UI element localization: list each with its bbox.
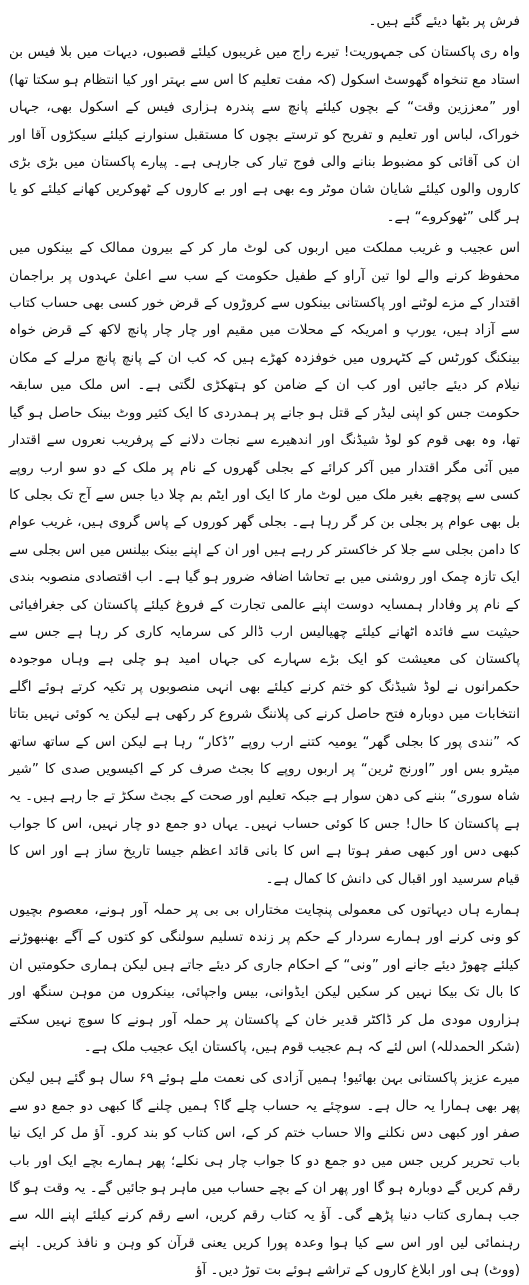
paragraph-village-panchayat: ہمارے ہاں دیہاتوں کی معمولی پنچایت مختاراں بی بی پر حملہ آور ہونے، معصوم بچیوں کو ونی کرنے اور ہمارے سردار کے حکم پر زندہ تسلیم سولنگی کو کتوں کے آگے بھنبھوڑنے کیلئے چھوڑ دیئے جانے اور ”ونی“ کے احکام جاری کر دیئے جاتے ہیں لیکن ہماری حکومتیں ان کا بال تک بیکا نہیں کر سکیں لیکن ایڈوانی، بیس واجپائی، بینکروں من موہن سنگھ اور ہزاروں مودی مل کر ڈاکٹر قدیر خان کے پاکستان پر حملہ آور ہونے کا سوچ نہیں سکتے (شکر الحمدللہ) اس لئے کہ ہم عجیب قوم ہیں، پاکستان ایک عجیب ملک ہے۔ xyxy=(9,902,520,1056)
paragraph-opening-line: فرش پر بٹھا دیئے گئے ہیں۔ xyxy=(368,13,520,29)
paragraph-democracy: واہ ری پاکستان کی جمہوریت! تیرے راج میں غریبوں کیلئے قصبوں، دیہات میں بلا فیس بن استاد مع تنخواہ گھوسٹ اسکول (کہ مفت تعلیم کا اس سے بہتر اور کیا انتظام ہو سکتا تھا) اور ”معززین وقت“ کے بچوں کیلئے پانچ سے پندرہ ہزاری فیس کے اسکول بھی، جہاں خوراک، لباس اور تعلیم و تفریح کو ترستے بچوں کا مستقبل سنوارنے کیلئے سیکڑوں آقا اور ان کی آقائی کو مضبوط بنانے والی فوج تیار کی جارہی ہے۔ پیارے پاکستان میں بڑی بڑی کاروں والوں کیلئے شایان شان موٹر وے بھی ہے اور بے کاروں کے ٹھوکریں کھانے کیلئے کو یا ہر گلی ”ٹھوکروے“ ہے۔ xyxy=(9,44,520,225)
paragraph-strange-state: اس عجیب و غریب مملکت میں اربوں کی لوٹ مار کر کے بیرون ممالک کے بینکوں میں محفوظ کرنے والے لوا تین آراو کے طفیل حکومت کے سب سے اعلیٰ عہدوں پر براجمان اقتدار کے مزے لوٹنے اور پاکستانی بینکوں سے کروڑوں کے قرض خور کسی بھی حساب کتاب سے آزاد ہیں، یورپ و امریکہ کے محلات میں مقیم اور چار چار پانچ لاکھ کے قرض خواہ بینکنگ کورٹس کے کٹہروں میں خوفزدہ کھڑے ہیں کہ کب ان کے پانچ پانچ مرلے کے مکان نیلام کر دیئے جائیں اور کب ان کے ضامن کو ہتھکڑی لگتی ہے۔ اس ملک میں سابقہ حکومت جس کو اپنی لیڈر کے قتل ہو جانے پر ہمدردی کا ایک کثیر ووٹ بینک حاصل ہو گیا تھا، وہ بھی قوم کو لوڈ شیڈنگ اور اندھیرے سے نجات دلانے کے پرفریب نعروں سے اقتدار میں آئی مگر اقتدار میں آکر کرائے کے بجلی گھروں کے نام پر ملک کے دو سو ارب روپے کسی سے پوچھے بغیر ملک میں لوٹ مار کا ایک اور ایٹم بم چلا دیا جس سے آج تک بجلی کا بل بھی عوام پر بجلی بن کر گر رہا ہے۔ بجلی گھر کوروں کے پاس گروی ہیں، غریب عوام کا دامن بجلی سے جلا کر خاکستر کر رہے ہیں اور ان کے اپنے بینک بیلنس میں اس بجلی سے ایک تازہ چمک اور روشنی میں بے تحاشا اضافہ ضرور ہو گیا ہے۔ اب اقتصادی منصوبہ بندی کے نام پر وفادار ہمسایہ دوست اپنے عالمی تجارت کے فروغ کیلئے پاکستان کی جغرافیائی حیثیت سے فائدہ اٹھانے کیلئے چھیالیس ارب ڈالر کی سرمایہ کاری کر رہا ہے جس سے پاکستان کی معیشت کو ایک بڑے سہارے کی جہاں امید ہو چلی ہے وہاں موجودہ حکمرانوں نے لوڈ شیڈنگ کو ختم کرنے کیلئے بھی انہی منصوبوں پر تکیہ کرتے ہوئے اگلے انتخابات میں دوبارہ فتح حاصل کرنے کی پلاننگ شروع کر رکھی ہے لیکن یہ کوئی نہیں بتاتا کہ ”نندی پور کا بجلی گھر“ یومیہ کتنے ارب روپے ”ڈکار“ رہا ہے لیکن اس کے ساتھ ساتھ میٹرو بس اور ”اورنج ٹرین“ پر اربوں روپے کا بجٹ صرف کر کے اکیسویں صدی کا ”شیر شاہ سوری“ بننے کی دھن سوار ہے جبکہ تعلیم اور صحت کے بجٹ سکڑ تے جا رہے ہیں۔ یہ ہے پاکستان کا حال! جس کا کوئی حساب نہیں۔ یہاں دو جمع دو چار نہیں، اس کا جواب کبھی دس اور کبھی صفر ہوتا ہے اس کا بانی قائد اعظم جیسا تاریخ ساز ہے اور اس کا قیام سرسید اور اقبال کی دانش کا کمال ہے۔ xyxy=(9,240,520,887)
paragraph-closing-appeal: میرے عزیز پاکستانی بہن بھائیو! ہمیں آزادی کی نعمت ملے ہوئے ۶۹ سال ہو گئے ہیں لیکن پھر بھی ہمارا یہ حال ہے۔ سوچئے یہ حساب چلے گا؟ ہمیں چلنے گا کبھی دو جمع دو سے صفر اور کبھی دس نکلنے والا حساب ختم کر کے، اس کتاب کو بند کرو۔ آؤ مل کر ایک نیا باب تحریر کریں جس میں دو جمع دو کا جواب چار ہی نکلے؛ پھر ہمارے بچے ایک اور باب رقم کریں گے دوبارہ ہو گا اور پھر ان کے بچے حساب میں ماہر ہو جائیں گے۔ یہ وقت ہو گا جب ہماری کتاب دنیا پڑھے گی۔ آؤ یہ کتاب رقم کریں، اسے رقم کرنے کیلئے اپنے اللہ سے رہنمائی لیں اور اس سے کیا ہوا وعدہ پورا کریں یعنی قرآن کو وہن و نافذ کریں۔ اپنے (ووٹ) ہی اور ابلاغ کاروں کے تراشے ہوئے بت توڑ دیں۔ آؤ xyxy=(9,1070,520,1279)
